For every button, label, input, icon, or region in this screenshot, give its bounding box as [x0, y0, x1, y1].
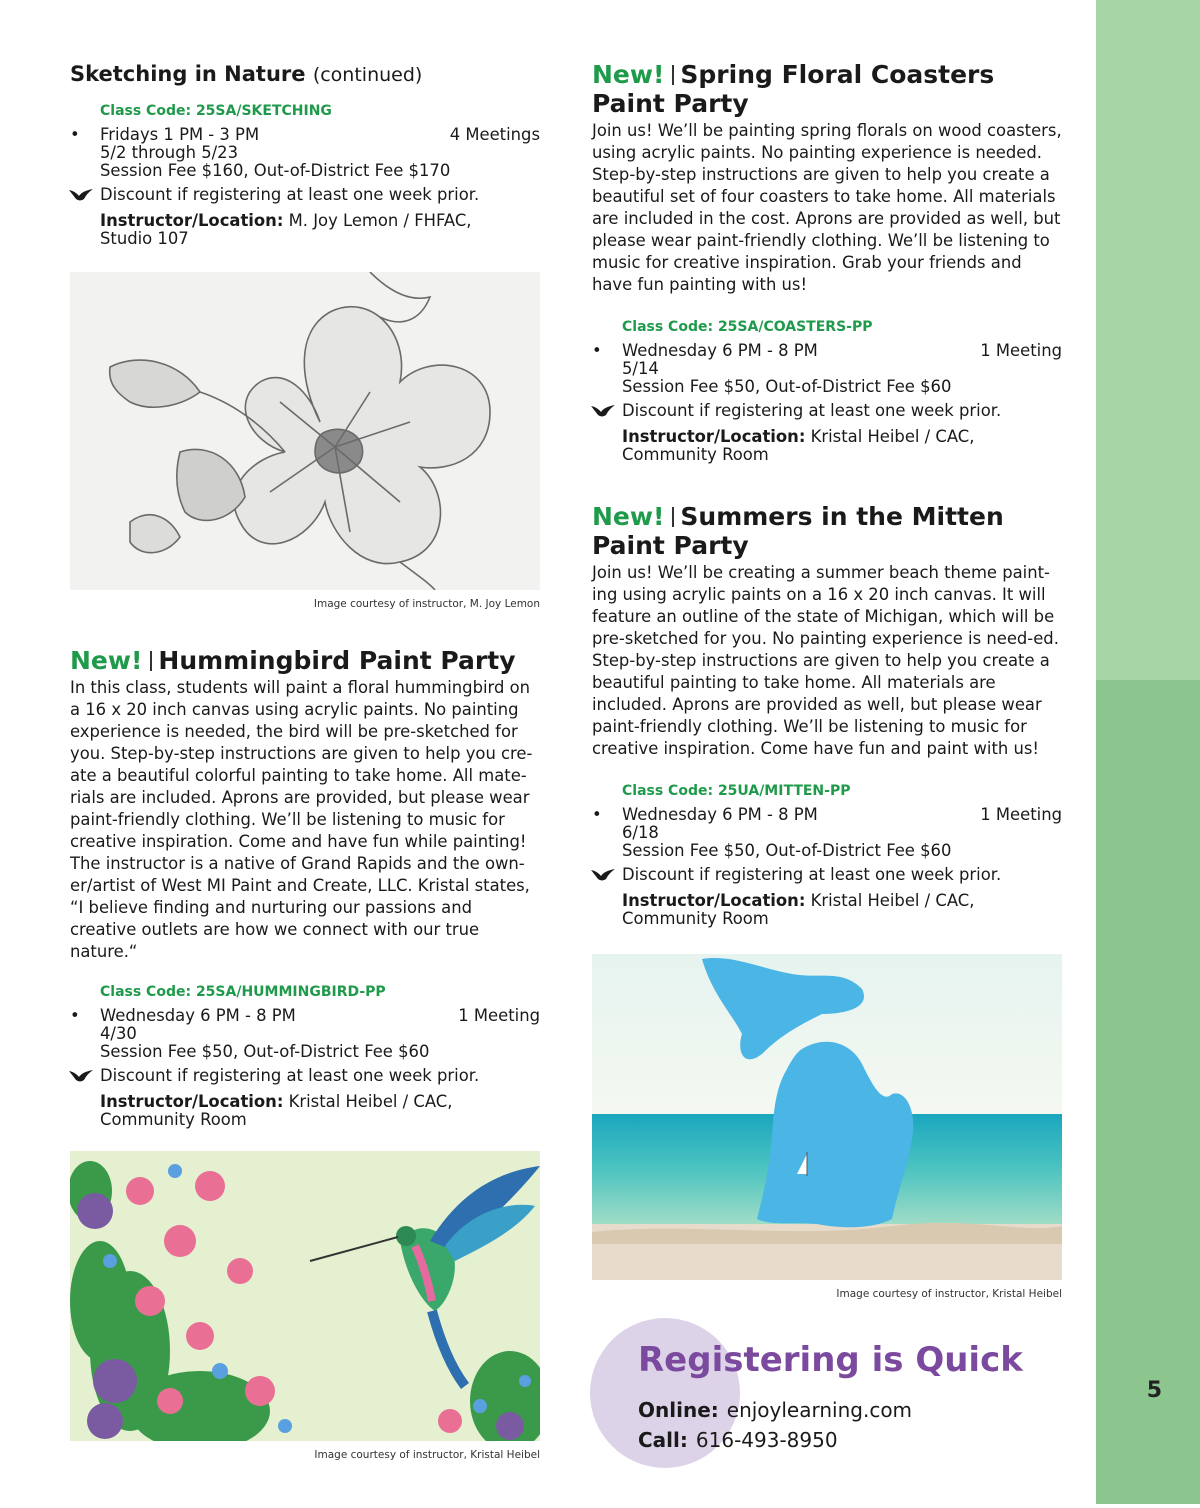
instructor-location: Instructor/Location: M. Joy Lemon / FHFAC, Studio 107: [100, 211, 472, 248]
bird-icon: [68, 187, 94, 203]
coasters-description: Join us! We’ll be painting spring florals on wood coasters, using acrylic paints. No painting experience is needed. Step-by-step instructions are given to help you create a beautiful set of four coasters to take home. All materials are included in the cost. Aprons are provided as well, but please wear paint-friendly clothing. We’ll be listening to music for creative inspiration. Grab your friends and have fun painting with us!: [592, 121, 1062, 294]
hummingbird-painting-art: [70, 1151, 540, 1441]
meeting-dates: 5/2 through 5/23: [100, 143, 239, 162]
meeting-dates: 5/14: [622, 359, 659, 378]
registering-title: Registering is Quick: [638, 1340, 1023, 1380]
instructor-location: Instructor/Location: Kristal Heibel / CAC, Community Room: [622, 891, 975, 928]
meeting-count: 1 Meeting: [980, 805, 1062, 824]
image-caption: Image courtesy of instructor, Kristal Heibel: [314, 1449, 540, 1461]
class-code: Class Code: 25SA/COASTERS-PP: [622, 319, 873, 335]
phone-number[interactable]: 616-493-8950: [695, 1428, 838, 1452]
left-column: [70, 60, 540, 1461]
image-caption: Image courtesy of instructor, Kristal Heibel: [836, 1288, 1062, 1300]
sketching-class-info: [70, 102, 540, 248]
meeting-row: • Wednesday 6 PM - 8 PM 1 Meeting: [592, 341, 1062, 360]
website-link[interactable]: enjoylearning.com: [726, 1398, 913, 1422]
discount-note: Discount if registering at least one week prior.: [622, 402, 1062, 420]
meeting-count: 1 Meeting: [458, 1006, 540, 1025]
michigan-painting-image: [592, 954, 1062, 1280]
instructor-location: Instructor/Location: Kristal Heibel / CAC, Community Room: [100, 1092, 453, 1129]
bird-icon: [68, 1068, 94, 1084]
discount-note: Discount if registering at least one week prior.: [100, 186, 540, 204]
online-line: Online: enjoylearning.com: [638, 1398, 913, 1422]
coasters-class-info: [592, 318, 1062, 464]
session-fee: Session Fee $50, Out-of-District Fee $60: [622, 377, 952, 396]
meeting-dates: 6/18: [622, 823, 659, 842]
sidebar-bar-top: [1096, 0, 1200, 680]
bird-icon: [590, 403, 616, 419]
hummingbird-description: In this class, students will paint a floral hummingbird on a 16 x 20 inch canvas using acrylic paints. No painting experience is needed, the bird will be pre-sketched for you. Step-by-step instructions are given to help you cre-ate a beautiful colorful painting to take home. All mate-rials are included. Aprons are provided, but please wear paint-friendly clothing. We’ll be listening to music for creative inspiration. Come and have fun while painting! The instructor is a native of Grand Rapids and the own-er/artist of West MI Paint and Create, LLC. Kristal states, “I believe finding and nurturing our passions and creative outlets are how we connect with our true nature.“: [70, 678, 533, 961]
sidebar-bar: [1096, 0, 1200, 1504]
class-code: Class Code: 25SA/HUMMINGBIRD-PP: [100, 984, 386, 1000]
session-fee: Session Fee $50, Out-of-District Fee $60: [100, 1042, 430, 1061]
discount-note: Discount if registering at least one week prior.: [622, 866, 1062, 884]
meeting-row: • Fridays 1 PM - 3 PM 4 Meetings: [70, 125, 540, 144]
class-code: Class Code: 25UA/MITTEN-PP: [622, 783, 851, 799]
mitten-description: Join us! We’ll be creating a summer beach theme paint-ing using acrylic paints on a 16 x 20 inch canvas. It will feature an outline of the state of Michigan, which will be pre-sketched for you. No painting experience is need-ed. Step-by-step instructions are given to help you create a beautiful painting to take home. All materials are included. Aprons are provided as well, but please wear paint-friendly clothing. We’ll be listening to music for creative inspiration. Come have fun and paint with us!: [592, 563, 1059, 758]
meeting-count: 1 Meeting: [980, 341, 1062, 360]
class-code: Class Code: 25SA/SKETCHING: [100, 103, 332, 119]
discount-note: Discount if registering at least one week prior.: [100, 1067, 540, 1085]
hummingbird-class-info: [70, 983, 540, 1129]
flower-sketch-image: [70, 272, 540, 590]
meeting-row: • Wednesday 6 PM - 8 PM 1 Meeting: [70, 1006, 540, 1025]
michigan-painting-art: [592, 954, 1062, 1280]
right-column: [592, 60, 1062, 1300]
meeting-row: • Wednesday 6 PM - 8 PM 1 Meeting: [592, 805, 1062, 824]
meeting-count: 4 Meetings: [449, 125, 540, 144]
mitten-title: New! Summers in the Mitten Paint Party: [592, 502, 1004, 560]
image-caption: Image courtesy of instructor, M. Joy Lemon: [313, 598, 540, 610]
bird-icon: [590, 867, 616, 883]
mitten-class-info: [592, 782, 1062, 928]
call-line: Call: 616-493-8950: [638, 1428, 838, 1452]
registering-box: [590, 1318, 1070, 1508]
meeting-dates: 4/30: [100, 1024, 137, 1043]
sketching-title: Sketching in Nature (continued): [70, 62, 423, 86]
instructor-location: Instructor/Location: Kristal Heibel / CAC, Community Room: [622, 427, 975, 464]
coasters-title: New! Spring Floral Coasters Paint Party: [592, 60, 995, 118]
hummingbird-title: New! Hummingbird Paint Party: [70, 646, 516, 675]
flower-sketch-art: [70, 272, 540, 590]
page-number: 5: [1146, 1378, 1162, 1403]
session-fee: Session Fee $50, Out-of-District Fee $60: [622, 841, 952, 860]
hummingbird-painting-image: [70, 1151, 540, 1441]
session-fee: Session Fee $160, Out-of-District Fee $170: [100, 161, 451, 180]
